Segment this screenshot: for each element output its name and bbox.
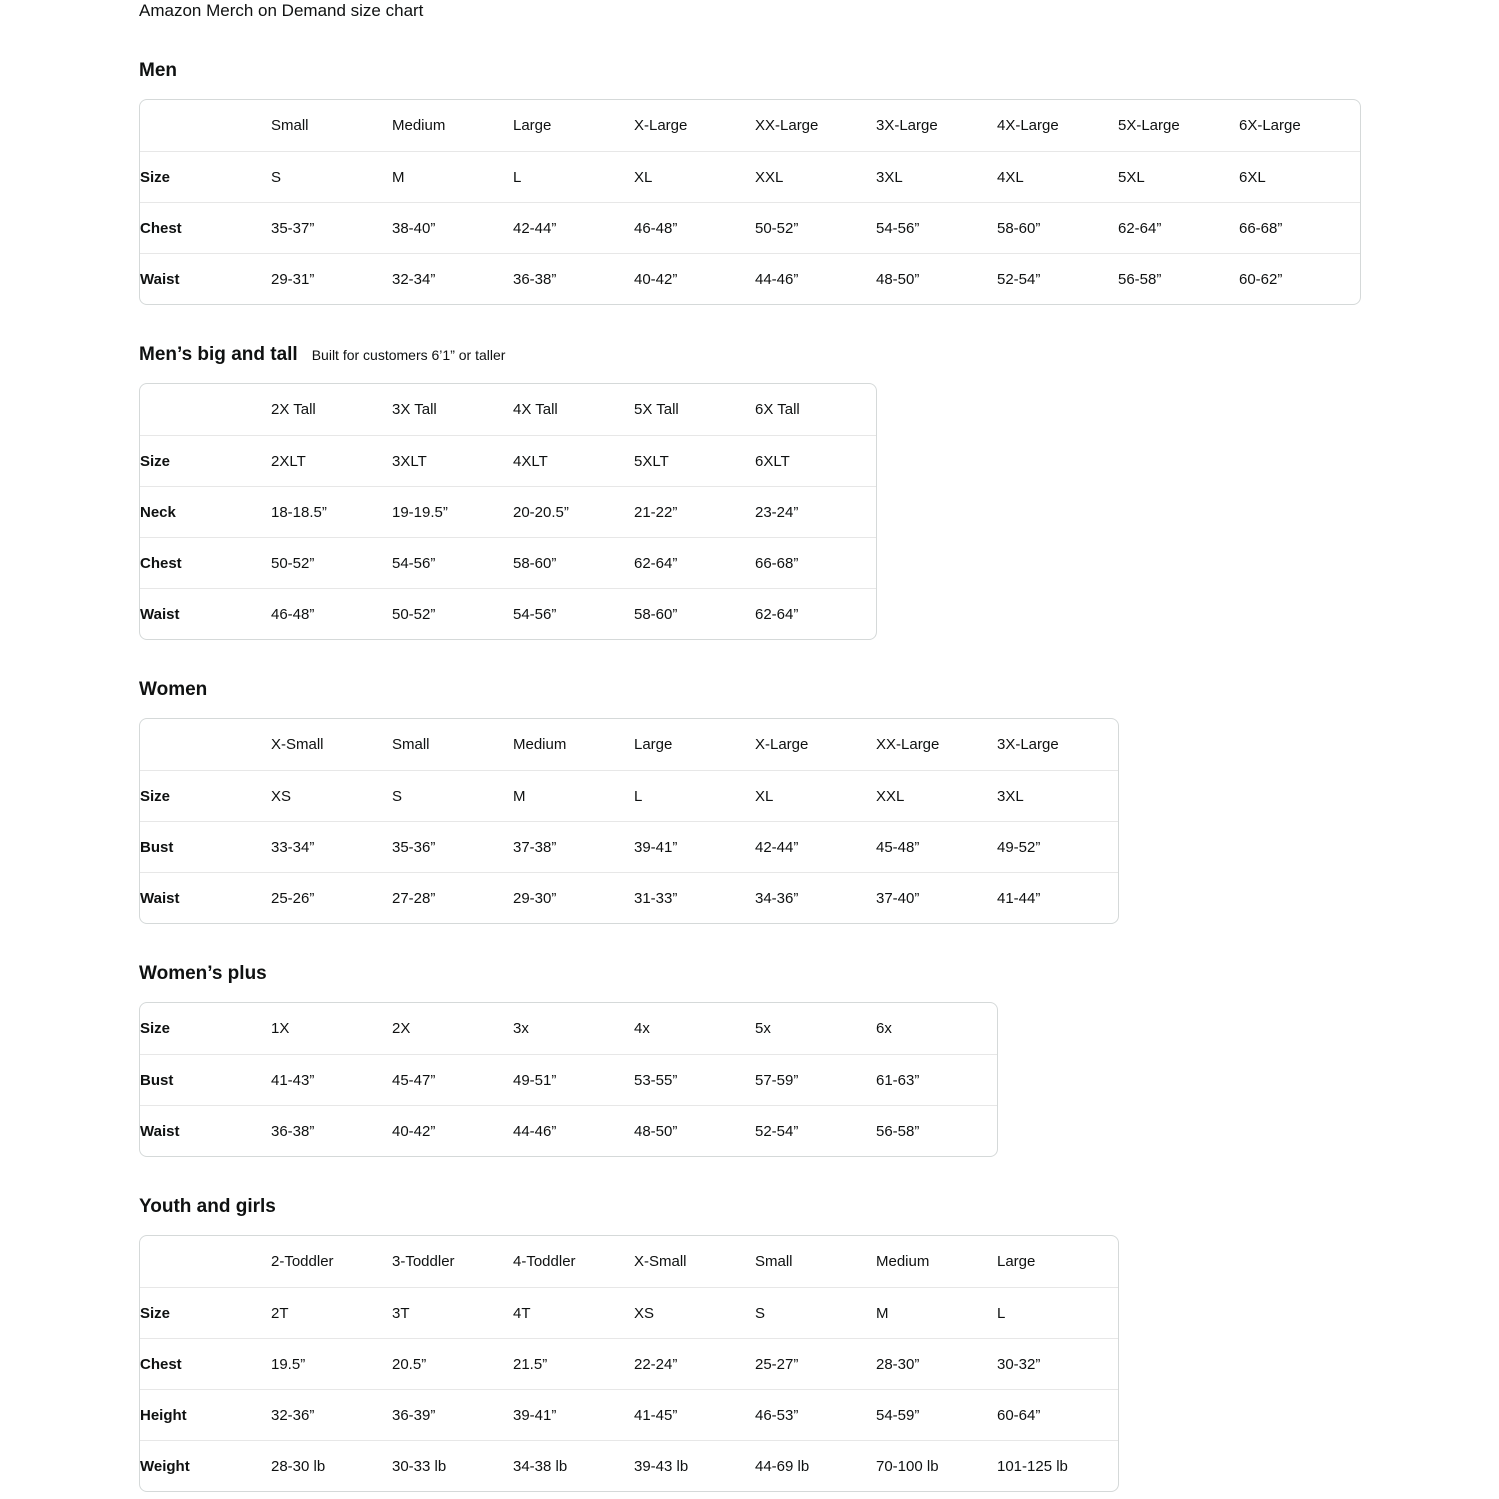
table-row-weight — [140, 1440, 1118, 1491]
row-label-empty — [140, 1236, 271, 1287]
data-cell: L — [634, 770, 755, 821]
table-row-size — [140, 770, 1118, 821]
row-label-empty — [140, 719, 271, 770]
row-label: Neck — [140, 486, 271, 537]
data-cell: 20.5” — [392, 1338, 513, 1389]
data-cell: 33-34” — [271, 821, 392, 872]
row-label: Chest — [140, 1338, 271, 1389]
data-cell: 46-48” — [634, 202, 755, 253]
data-cell: 60-64” — [997, 1389, 1118, 1440]
data-cell: 3XLT — [392, 435, 513, 486]
data-cell: L — [997, 1287, 1118, 1338]
section-heading-women: Women — [139, 679, 208, 700]
data-cell: XL — [634, 151, 755, 202]
column-header: X-Small — [634, 1253, 687, 1270]
data-cell: 4x — [634, 1020, 650, 1037]
section-heading-row-women — [139, 678, 1459, 703]
table-row-waist — [140, 1105, 997, 1156]
section-mens-big-and-tall — [139, 343, 1459, 640]
data-cell: 4XL — [997, 151, 1118, 202]
data-cell: 40-42” — [634, 253, 755, 304]
column-header: 6X-Large — [1239, 117, 1301, 134]
data-cell: 48-50” — [634, 1105, 755, 1156]
row-label: Size — [140, 151, 271, 202]
sections — [139, 59, 1459, 1492]
row-label: Chest — [140, 202, 271, 253]
data-cell: 54-56” — [876, 202, 997, 253]
data-cell: 2XLT — [271, 435, 392, 486]
data-cell: 3x — [513, 1020, 529, 1037]
column-header: 4X-Large — [997, 117, 1059, 134]
data-cell: 46-48” — [271, 588, 392, 639]
data-cell: 4T — [513, 1287, 634, 1338]
section-heading-womens-plus: Women’s plus — [139, 963, 267, 984]
column-header: Small — [755, 1253, 793, 1270]
table-row-size — [140, 435, 876, 486]
size-table-youth-and-girls — [139, 1235, 1119, 1492]
data-cell: 2T — [271, 1287, 392, 1338]
data-cell: 50-52” — [271, 537, 392, 588]
section-youth-and-girls — [139, 1195, 1459, 1492]
row-label: Height — [140, 1389, 271, 1440]
data-cell: M — [392, 151, 513, 202]
row-label: Bust — [140, 821, 271, 872]
size-table-women — [139, 718, 1119, 924]
data-cell: 41-43” — [271, 1054, 392, 1105]
section-heading-row-womens-plus — [139, 962, 1459, 987]
data-cell: 37-38” — [513, 821, 634, 872]
data-cell: 1X — [271, 1020, 290, 1037]
row-label: Size — [140, 1287, 271, 1338]
data-cell: 31-33” — [634, 872, 755, 923]
data-cell: 3XL — [876, 151, 997, 202]
row-label: Waist — [140, 1105, 271, 1156]
data-cell: 27-28” — [392, 872, 513, 923]
data-cell: 35-36” — [392, 821, 513, 872]
data-cell: 36-38” — [271, 1105, 392, 1156]
data-cell: 3T — [392, 1287, 513, 1338]
data-cell: 32-36” — [271, 1389, 392, 1440]
column-header: Medium — [513, 736, 567, 753]
column-header: 4-Toddler — [513, 1253, 576, 1270]
data-cell: 29-30” — [513, 872, 634, 923]
column-header: XX-Large — [755, 117, 819, 134]
table-row-bust — [140, 1054, 997, 1105]
data-cell: M — [876, 1287, 997, 1338]
table-row-chest — [140, 537, 876, 588]
row-label: Waist — [140, 588, 271, 639]
data-cell: 41-44” — [997, 872, 1118, 923]
data-cell: 28-30” — [876, 1338, 997, 1389]
data-cell: 54-56” — [513, 588, 634, 639]
row-label: Bust — [140, 1054, 271, 1105]
column-header-row — [140, 719, 1118, 770]
column-header: Medium — [876, 1253, 930, 1270]
row-label: Weight — [140, 1440, 271, 1491]
data-cell: 34-36” — [755, 872, 876, 923]
data-cell: 60-62” — [1239, 253, 1360, 304]
size-table-mens-big-and-tall — [139, 383, 877, 640]
data-cell: 52-54” — [755, 1105, 876, 1156]
data-cell: 58-60” — [634, 588, 755, 639]
column-header: 6X Tall — [755, 401, 800, 418]
data-cell: 62-64” — [634, 537, 755, 588]
data-cell: 40-42” — [392, 1105, 513, 1156]
section-heading-youth-and-girls: Youth and girls — [139, 1196, 276, 1217]
table-row-waist — [140, 253, 1360, 304]
data-cell: 58-60” — [997, 202, 1118, 253]
data-cell: 6XL — [1239, 151, 1360, 202]
data-cell: 37-40” — [876, 872, 997, 923]
row-label: Waist — [140, 872, 271, 923]
table-row-chest — [140, 202, 1360, 253]
column-header: 2X Tall — [271, 401, 316, 418]
data-cell: 52-54” — [997, 253, 1118, 304]
column-header: 4X Tall — [513, 401, 558, 418]
table-row-neck — [140, 486, 876, 537]
data-cell: 62-64” — [1118, 202, 1239, 253]
data-cell: 36-38” — [513, 253, 634, 304]
column-header: Large — [634, 736, 673, 753]
row-label: Size — [140, 435, 271, 486]
data-cell: 4XLT — [513, 435, 634, 486]
section-womens-plus — [139, 962, 1459, 1157]
data-cell: 39-41” — [634, 821, 755, 872]
table-row-bust — [140, 821, 1118, 872]
data-cell: 66-68” — [755, 537, 876, 588]
section-heading-row-men — [139, 59, 1459, 84]
data-cell: 56-58” — [876, 1105, 997, 1156]
section-subtitle-mens-big-and-tall: Built for customers 6’1” or taller — [311, 347, 506, 363]
column-header: 5X-Large — [1118, 117, 1180, 134]
section-heading-men: Men — [139, 60, 177, 81]
row-label: Chest — [140, 537, 271, 588]
data-cell: 25-26” — [271, 872, 392, 923]
column-header: 3-Toddler — [392, 1253, 455, 1270]
section-heading-row-youth-and-girls — [139, 1195, 1459, 1220]
column-header: 3X-Large — [997, 736, 1059, 753]
column-header: 5X Tall — [634, 401, 679, 418]
data-cell: M — [513, 770, 634, 821]
data-cell: XS — [271, 770, 392, 821]
data-cell: 5XLT — [634, 435, 755, 486]
data-cell: 5x — [755, 1020, 771, 1037]
data-cell: 30-33 lb — [392, 1440, 513, 1491]
row-label-empty — [140, 384, 271, 435]
data-cell: XS — [634, 1287, 755, 1338]
column-header: X-Large — [755, 736, 809, 753]
data-cell: 62-64” — [755, 588, 876, 639]
data-cell: 45-47” — [392, 1054, 513, 1105]
data-cell: 21-22” — [634, 486, 755, 537]
column-header: Large — [997, 1253, 1036, 1270]
data-cell: 39-43 lb — [634, 1440, 755, 1491]
data-cell: 38-40” — [392, 202, 513, 253]
row-label: Size — [140, 1020, 171, 1037]
data-cell: 34-38 lb — [513, 1440, 634, 1491]
data-cell: S — [271, 151, 392, 202]
data-cell: 32-34” — [392, 253, 513, 304]
data-cell: S — [755, 1287, 876, 1338]
data-cell: 45-48” — [876, 821, 997, 872]
row-label: Waist — [140, 253, 271, 304]
section-heading-mens-big-and-tall: Men’s big and tall — [139, 344, 298, 365]
column-header: X-Large — [634, 117, 688, 134]
data-cell: 42-44” — [513, 202, 634, 253]
table-row-waist — [140, 588, 876, 639]
data-cell: 3XL — [997, 770, 1118, 821]
column-header: XX-Large — [876, 736, 940, 753]
table-row-waist — [140, 872, 1118, 923]
data-cell: 20-20.5” — [513, 486, 634, 537]
column-header-row — [140, 1236, 1118, 1287]
section-men — [139, 59, 1459, 305]
row-label: Size — [140, 770, 271, 821]
data-cell: 42-44” — [755, 821, 876, 872]
column-header: Medium — [392, 117, 446, 134]
data-cell: 56-58” — [1118, 253, 1239, 304]
section-women — [139, 678, 1459, 924]
data-cell: 5XL — [1118, 151, 1239, 202]
data-cell: 50-52” — [392, 588, 513, 639]
row-label-empty — [140, 100, 271, 151]
data-cell: 54-59” — [876, 1389, 997, 1440]
table-row-height — [140, 1389, 1118, 1440]
data-cell: 22-24” — [634, 1338, 755, 1389]
data-cell: 49-52” — [997, 821, 1118, 872]
data-cell: XXL — [876, 770, 997, 821]
data-cell: 19.5” — [271, 1338, 392, 1389]
column-header: Large — [513, 117, 552, 134]
data-cell: 6x — [876, 1020, 892, 1037]
data-cell: 101-125 lb — [997, 1440, 1118, 1491]
table-row-size — [140, 1003, 997, 1054]
data-cell: 66-68” — [1239, 202, 1360, 253]
data-cell: XXL — [755, 151, 876, 202]
data-cell: 2X — [392, 1020, 411, 1037]
data-cell: 29-31” — [271, 253, 392, 304]
table-row-chest — [140, 1338, 1118, 1389]
data-cell: 19-19.5” — [392, 486, 513, 537]
data-cell: 28-30 lb — [271, 1440, 392, 1491]
data-cell: 46-53” — [755, 1389, 876, 1440]
data-cell: 30-32” — [997, 1338, 1118, 1389]
data-cell: 41-45” — [634, 1389, 755, 1440]
table-row-size — [140, 1287, 1118, 1338]
column-header: 3X-Large — [876, 117, 938, 134]
data-cell: XL — [755, 770, 876, 821]
table-row-size — [140, 151, 1360, 202]
column-header-row — [140, 100, 1360, 151]
data-cell: 35-37” — [271, 202, 392, 253]
data-cell: 25-27” — [755, 1338, 876, 1389]
data-cell: 44-69 lb — [755, 1440, 876, 1491]
data-cell: 44-46” — [513, 1105, 634, 1156]
column-header: Small — [392, 736, 430, 753]
column-header: 2-Toddler — [271, 1253, 334, 1270]
data-cell: 49-51” — [513, 1054, 634, 1105]
column-header: X-Small — [271, 736, 324, 753]
data-cell: 36-39” — [392, 1389, 513, 1440]
size-table-men — [139, 99, 1361, 305]
data-cell: 23-24” — [755, 486, 876, 537]
section-heading-row-mens-big-and-tall — [139, 343, 1459, 368]
data-cell: 50-52” — [755, 202, 876, 253]
data-cell: 39-41” — [513, 1389, 634, 1440]
data-cell: 21.5” — [513, 1338, 634, 1389]
data-cell: 53-55” — [634, 1054, 755, 1105]
data-cell: 6XLT — [755, 435, 876, 486]
size-table-womens-plus — [139, 1002, 998, 1157]
data-cell: 61-63” — [876, 1054, 997, 1105]
data-cell: 48-50” — [876, 253, 997, 304]
data-cell: 18-18.5” — [271, 486, 392, 537]
page-title: Amazon Merch on Demand size chart — [139, 1, 424, 20]
data-cell: 70-100 lb — [876, 1440, 997, 1491]
data-cell: 57-59” — [755, 1054, 876, 1105]
data-cell: L — [513, 151, 634, 202]
column-header: 3X Tall — [392, 401, 437, 418]
column-header-row — [140, 384, 876, 435]
data-cell: S — [392, 770, 513, 821]
data-cell: 54-56” — [392, 537, 513, 588]
data-cell: 44-46” — [755, 253, 876, 304]
column-header: Small — [271, 117, 309, 134]
data-cell: 58-60” — [513, 537, 634, 588]
